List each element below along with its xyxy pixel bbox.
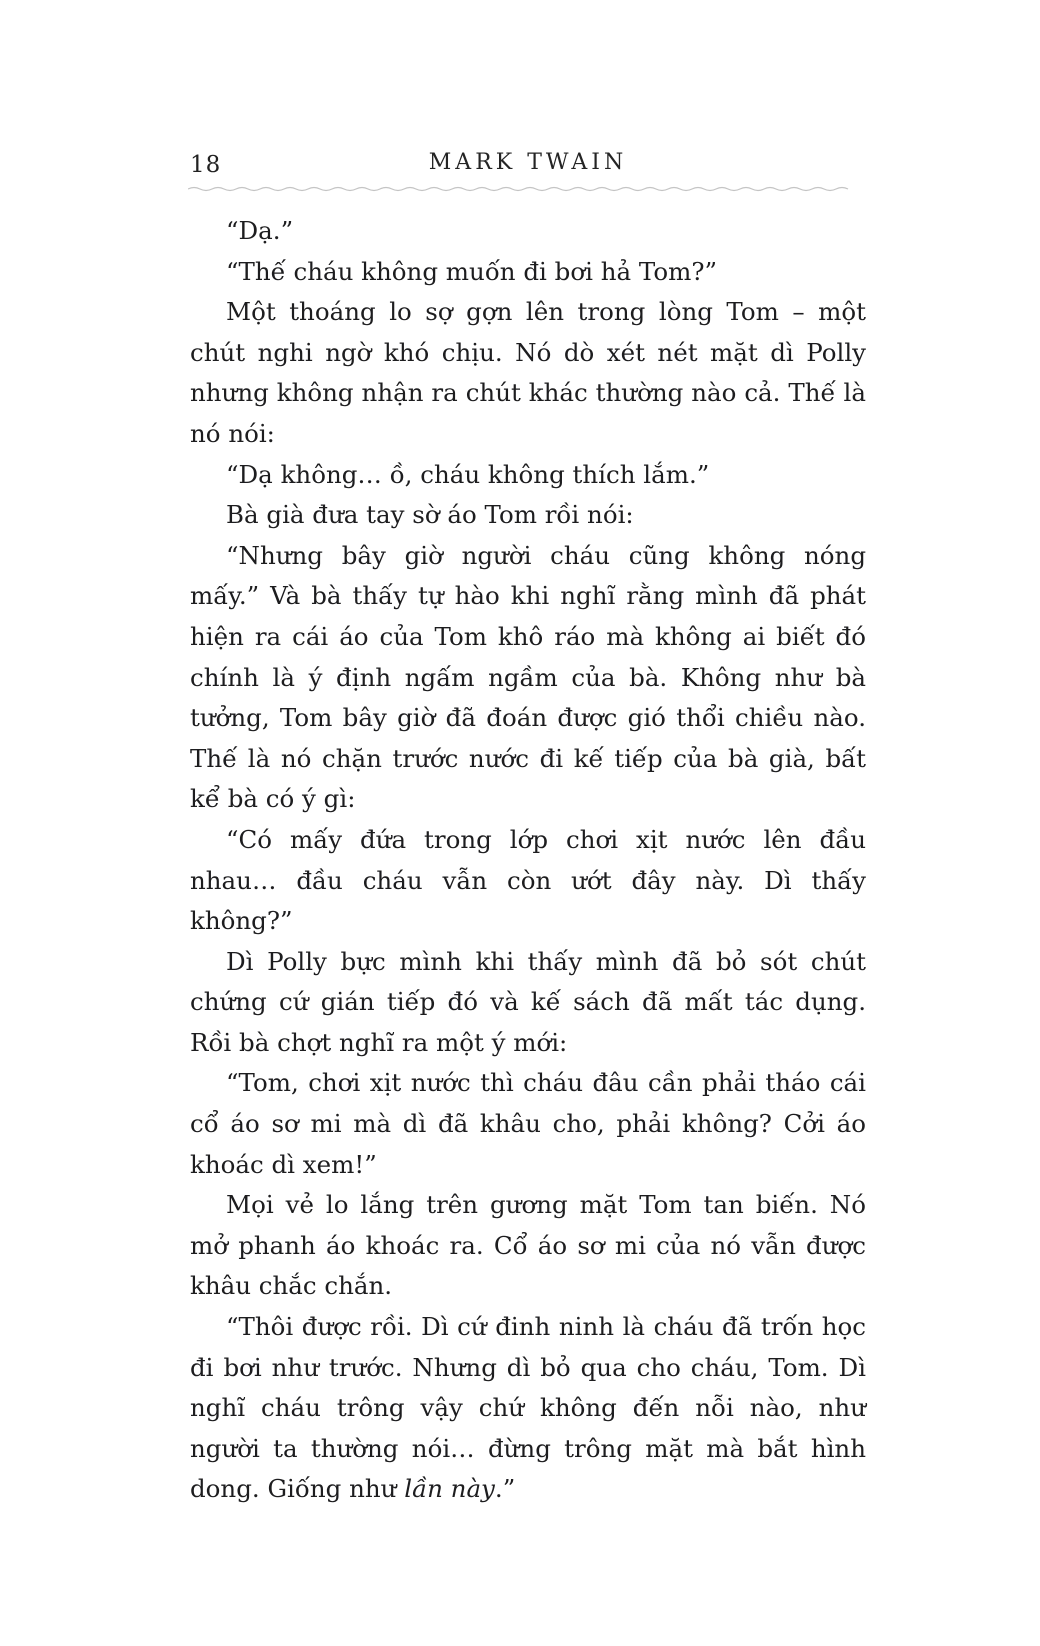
page-number: 18: [190, 152, 222, 178]
paragraph: “Tom, chơi xịt nước thì cháu đâu cần phải tháo cái cổ áo sơ mi mà dì đã khâu cho, phải không? Cởi áo khoác dì xem!”: [190, 1068, 866, 1179]
final-text-before: “Thôi được rồi. Dì cứ đinh ninh là cháu đã trốn học đi bơi như trước. Nhưng dì bỏ qua cho cháu, Tom. Dì nghĩ cháu trông vậy chứ không đến nỗi nào, như người ta thường nói… đừng trông mặt mà bắt hình dong. Giống như: [190, 1312, 866, 1504]
wavy-divider: [188, 184, 866, 194]
paragraph: Một thoáng lo sợ gợn lên trong lòng Tom – một chút nghi ngờ khó chịu. Nó dò xét nét mặt dì Polly nhưng không nhận ra chút khác thường nào cả. Thế là nó nói:: [190, 297, 866, 448]
italic-phrase: lần này: [404, 1474, 495, 1504]
body-text: [190, 211, 866, 1510]
paragraph-final: [190, 1307, 866, 1510]
paragraph: “Dạ.”: [226, 216, 294, 245]
paragraph: “Dạ không… ồ, cháu không thích lắm.”: [226, 459, 710, 489]
paragraph: “Thế cháu không muốn đi bơi hả Tom?”: [226, 256, 717, 286]
page-header: [190, 150, 866, 180]
running-header-author: MARK TWAIN: [428, 150, 628, 175]
paragraph: “Nhưng bây giờ người cháu cũng không nóng mấy.” Và bà thấy tự hào khi nghĩ rằng mình đã phát hiện ra cái áo của Tom khô ráo mà không ai biết đó chính là ý định ngấm ngầm của bà. Không như bà tưởng, Tom bây giờ đã đoán được gió thổi chiều nào. Thế là nó chặn trước nước đi kế tiếp của bà già, bất kể bà có ý gì:: [190, 540, 866, 814]
paragraph: Dì Polly bực mình khi thấy mình đã bỏ sót chút chứng cứ gián tiếp đó và kế sách đã mất tác dụng. Rồi bà chợt nghĩ ra một ý mới:: [190, 946, 866, 1057]
paragraph: “Có mấy đứa trong lớp chơi xịt nước lên đầu nhau… đầu cháu vẫn còn ướt đây này. Dì thấy không?”: [190, 824, 866, 936]
paragraph: Mọi vẻ lo lắng trên gương mặt Tom tan biến. Nó mở phanh áo khoác ra. Cổ áo sơ mi của nó vẫn được khâu chắc chắn.: [190, 1190, 866, 1301]
paragraph: Bà già đưa tay sờ áo Tom rồi nói:: [226, 500, 634, 530]
final-text-after: .”: [494, 1474, 516, 1504]
